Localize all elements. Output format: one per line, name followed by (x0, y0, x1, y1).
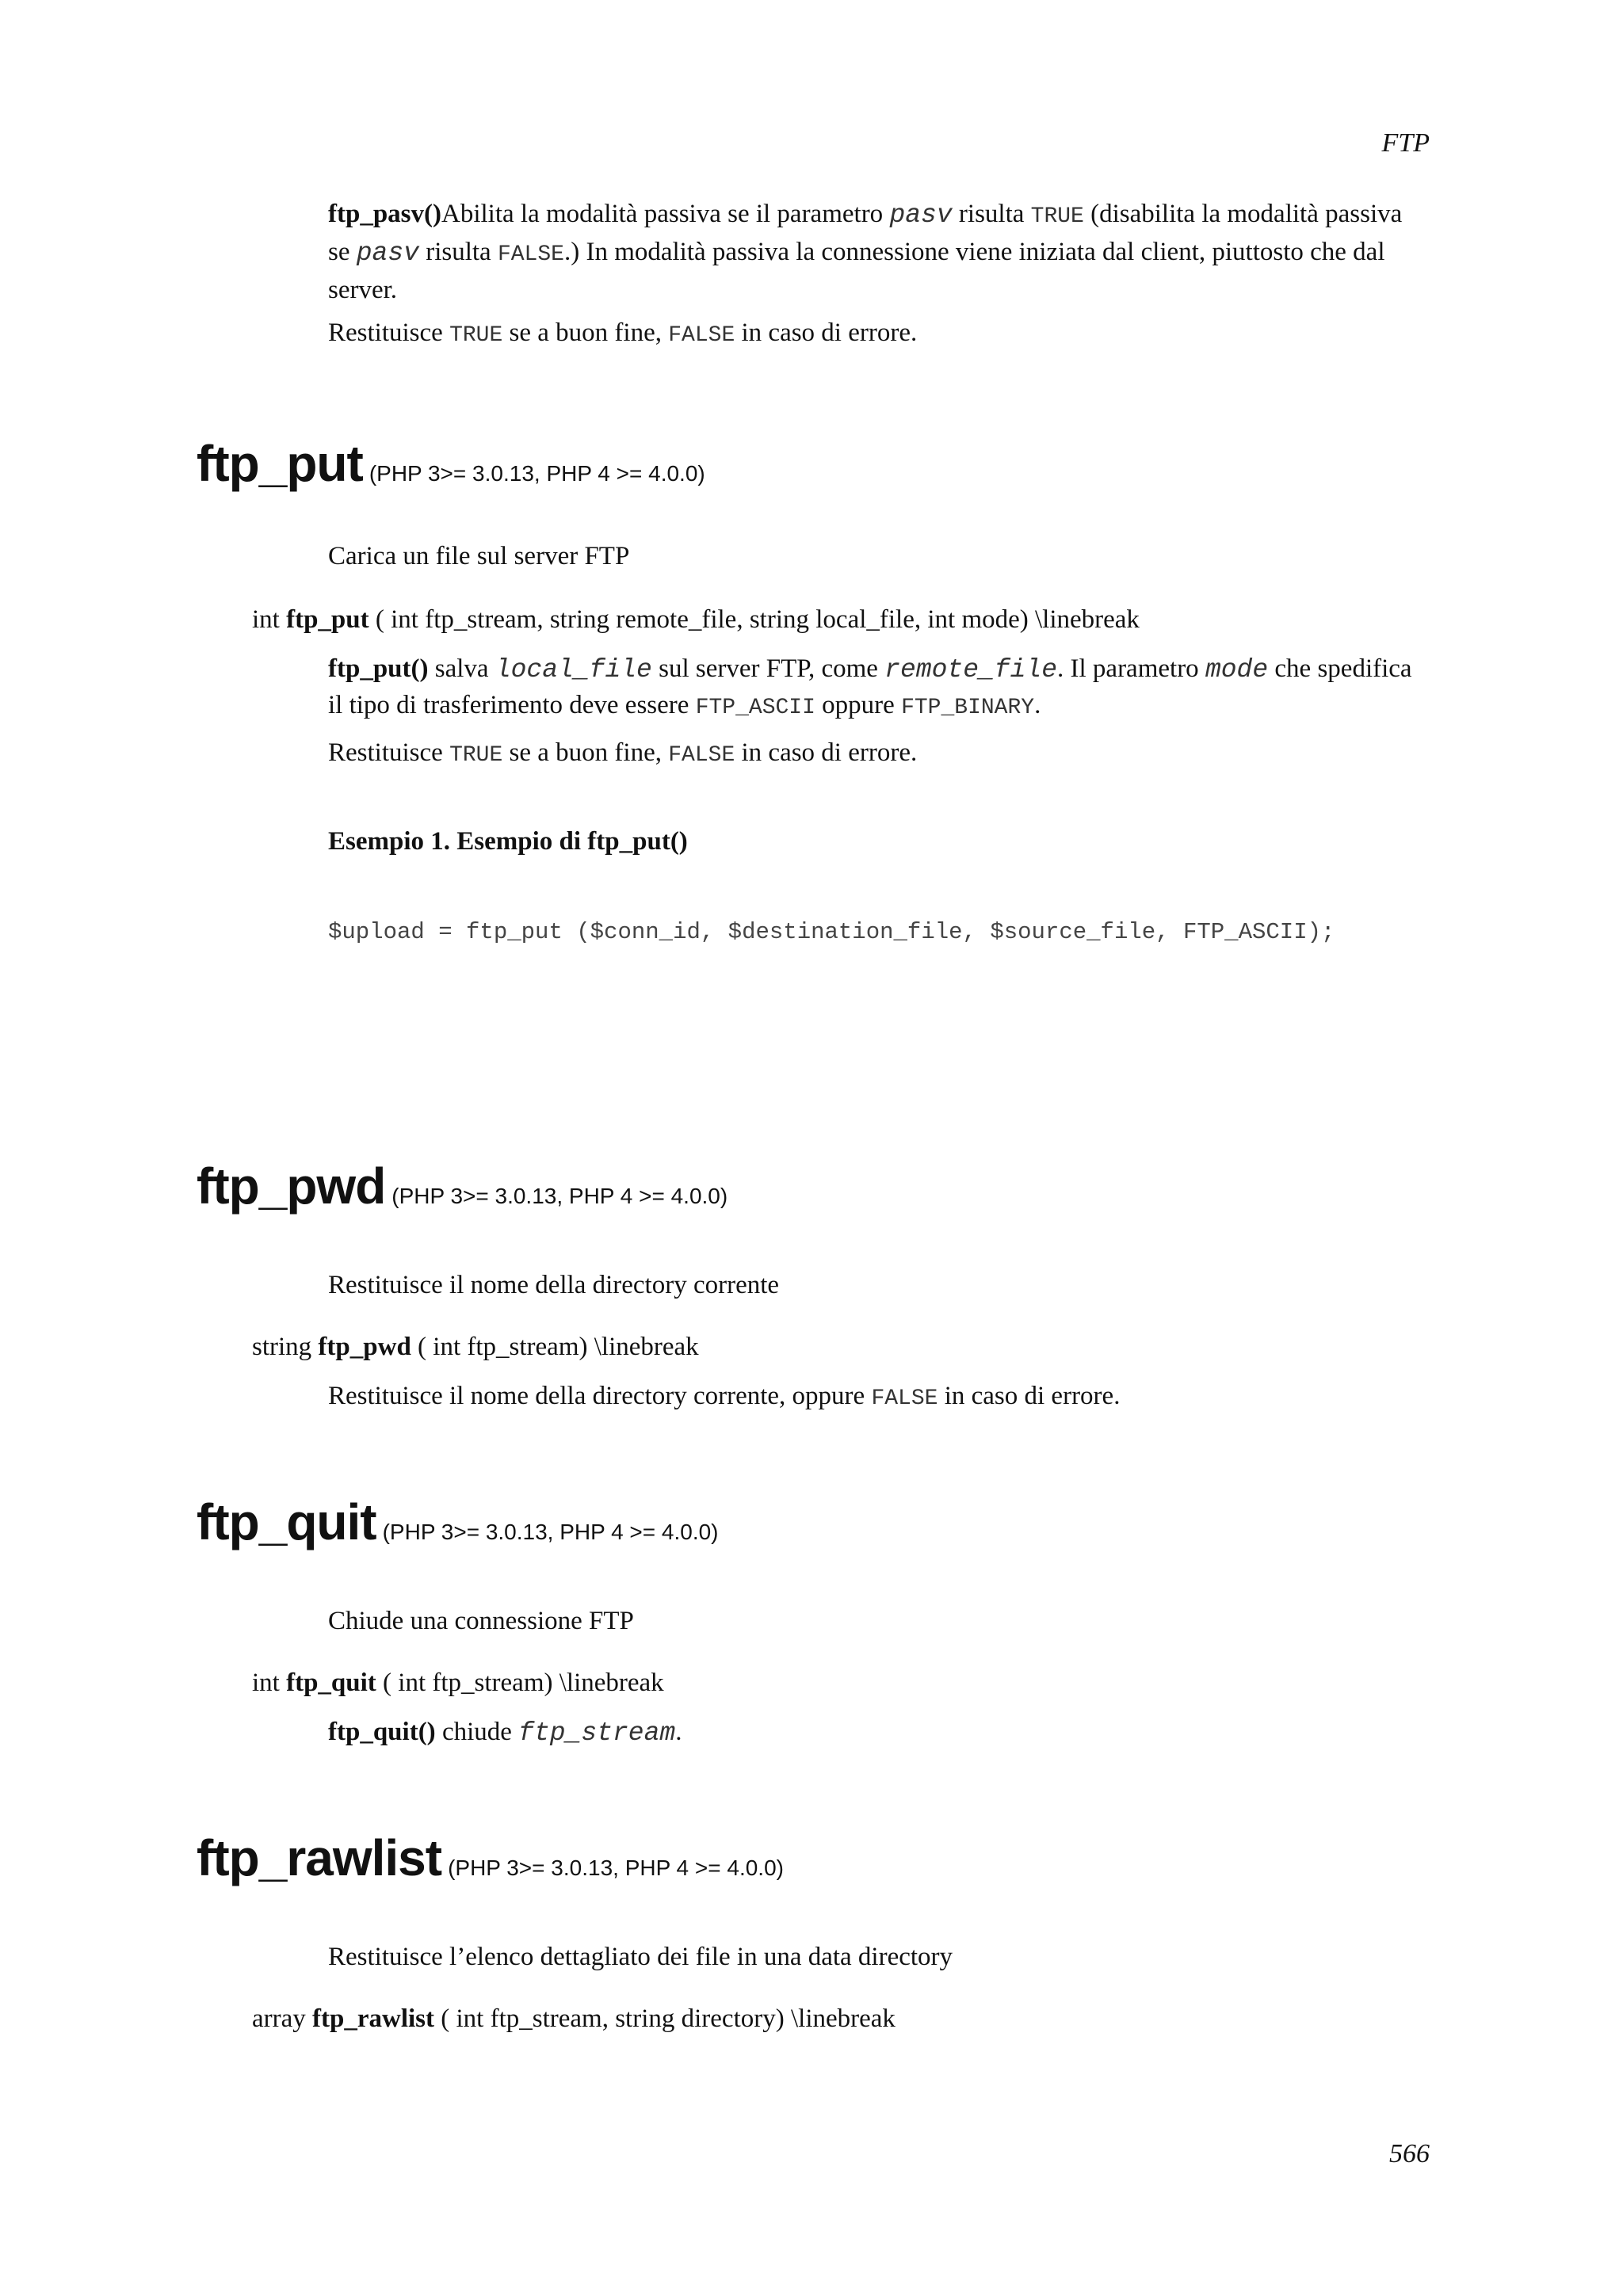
text: risulta (418, 238, 498, 266)
parameter: pasv (356, 238, 419, 268)
function-name: ftp_pwd (318, 1333, 411, 1361)
refentry-purpose: Restituisce il nome della directory corrente (328, 1271, 780, 1299)
constant: FALSE (497, 242, 564, 267)
arguments: ( int ftp_stream, string directory) \linebreak (434, 2004, 896, 2033)
refentry-return-value (328, 735, 1430, 773)
function-name: ftp_pasv() (328, 200, 442, 228)
example-code: $upload = ftp_put ($conn_id, $destination_file, $source_file, FTP_ASCII); (328, 919, 1335, 945)
constant: FALSE (668, 323, 735, 348)
refentry-description (328, 1714, 1430, 1751)
refentry-name: ftp_pwd (197, 1158, 386, 1215)
function-name: ftp_rawlist (312, 2004, 435, 2033)
text: chiude (435, 1718, 519, 1746)
function-synopsis (252, 1329, 699, 1365)
constant: FALSE (871, 1386, 938, 1411)
return-type: int (252, 605, 287, 634)
parameter: remote_file (884, 655, 1058, 685)
text: . Il parametro (1057, 654, 1205, 683)
text: sul server FTP, come (651, 654, 885, 683)
refentry-purpose: Chiude una connessione FTP (328, 1607, 634, 1635)
text: oppure (815, 691, 902, 719)
text: in caso di errore. (735, 738, 918, 767)
function-name: ftp_put() (328, 654, 429, 683)
refentry-version: (PHP 3>= 3.0.13, PHP 4 >= 4.0.0) (448, 1855, 784, 1880)
text: che spedifica il tipo di trasferimento deve essere (328, 654, 1412, 719)
refentry-name: ftp_quit (197, 1493, 376, 1550)
refentry-name: ftp_rawlist (197, 1829, 442, 1886)
text: . (1034, 691, 1041, 719)
text: (disabilita la modalità passiva se (328, 200, 1403, 266)
page-number: 566 (1389, 2139, 1430, 2168)
text: in caso di errore. (735, 318, 918, 347)
function-synopsis (252, 1665, 664, 1701)
refentry-purpose: Carica un file sul server FTP (328, 542, 630, 570)
return-type: string (252, 1333, 319, 1361)
text: Restituisce (328, 318, 450, 347)
parameter: mode (1205, 655, 1269, 685)
refentry-version: (PHP 3>= 3.0.13, PHP 4 >= 4.0.0) (391, 1184, 728, 1208)
function-name: ftp_quit (286, 1669, 376, 1697)
function-name: ftp_quit() (328, 1718, 436, 1746)
return-type: int (252, 1669, 287, 1697)
text: in caso di errore. (938, 1382, 1121, 1410)
function-synopsis (252, 2001, 896, 2037)
text: Abilita la modalità passiva se il parametro (441, 200, 890, 228)
text: . (675, 1718, 682, 1746)
constant: TRUE (1030, 204, 1084, 229)
arguments: ( int ftp_stream) \linebreak (411, 1333, 699, 1361)
constant: TRUE (449, 323, 503, 348)
refentry-description (328, 651, 1430, 726)
refentry-version: (PHP 3>= 3.0.13, PHP 4 >= 4.0.0) (369, 461, 705, 486)
refentry-heading-ftp-pwd (197, 1157, 727, 1215)
text: se a buon fine, (502, 318, 669, 347)
running-header: FTP (1381, 128, 1430, 158)
text: risulta (952, 200, 1031, 228)
constant: TRUE (449, 743, 503, 768)
function-name: ftp_put (286, 605, 369, 634)
refentry-heading-ftp-rawlist (197, 1829, 784, 1887)
constant: FTP_ASCII (695, 696, 815, 720)
refentry-description (328, 1379, 1430, 1417)
refentry-heading-ftp-quit (197, 1493, 719, 1551)
arguments: ( int ftp_stream, string remote_file, string local_file, int mode) \linebreak (369, 605, 1140, 634)
refentry-heading-ftp-put (197, 434, 705, 493)
return-type: array (252, 2004, 313, 2033)
text: Restituisce (328, 738, 450, 767)
refentry-purpose: Restituisce l’elenco dettagliato dei file in una data directory (328, 1943, 953, 1971)
pasv-description (328, 196, 1430, 308)
arguments: ( int ftp_stream) \linebreak (376, 1669, 664, 1697)
refentry-name: ftp_put (197, 435, 363, 492)
text: .) In modalità passiva la connessione viene iniziata dal client, piuttosto che dal server. (328, 238, 1385, 304)
parameter: pasv (889, 200, 953, 230)
refentry-version: (PHP 3>= 3.0.13, PHP 4 >= 4.0.0) (382, 1520, 719, 1544)
function-synopsis (252, 602, 1140, 638)
pasv-return-value (328, 315, 1430, 353)
text: salva (428, 654, 495, 683)
parameter: local_file (495, 655, 652, 685)
parameter: ftp_stream (518, 1718, 676, 1748)
constant: FTP_BINARY (901, 696, 1035, 720)
constant: FALSE (668, 743, 735, 768)
text: Restituisce il nome della directory corrente, oppure (328, 1382, 872, 1410)
example-title: Esempio 1. Esempio di ftp_put() (328, 827, 688, 856)
text: se a buon fine, (502, 738, 669, 767)
